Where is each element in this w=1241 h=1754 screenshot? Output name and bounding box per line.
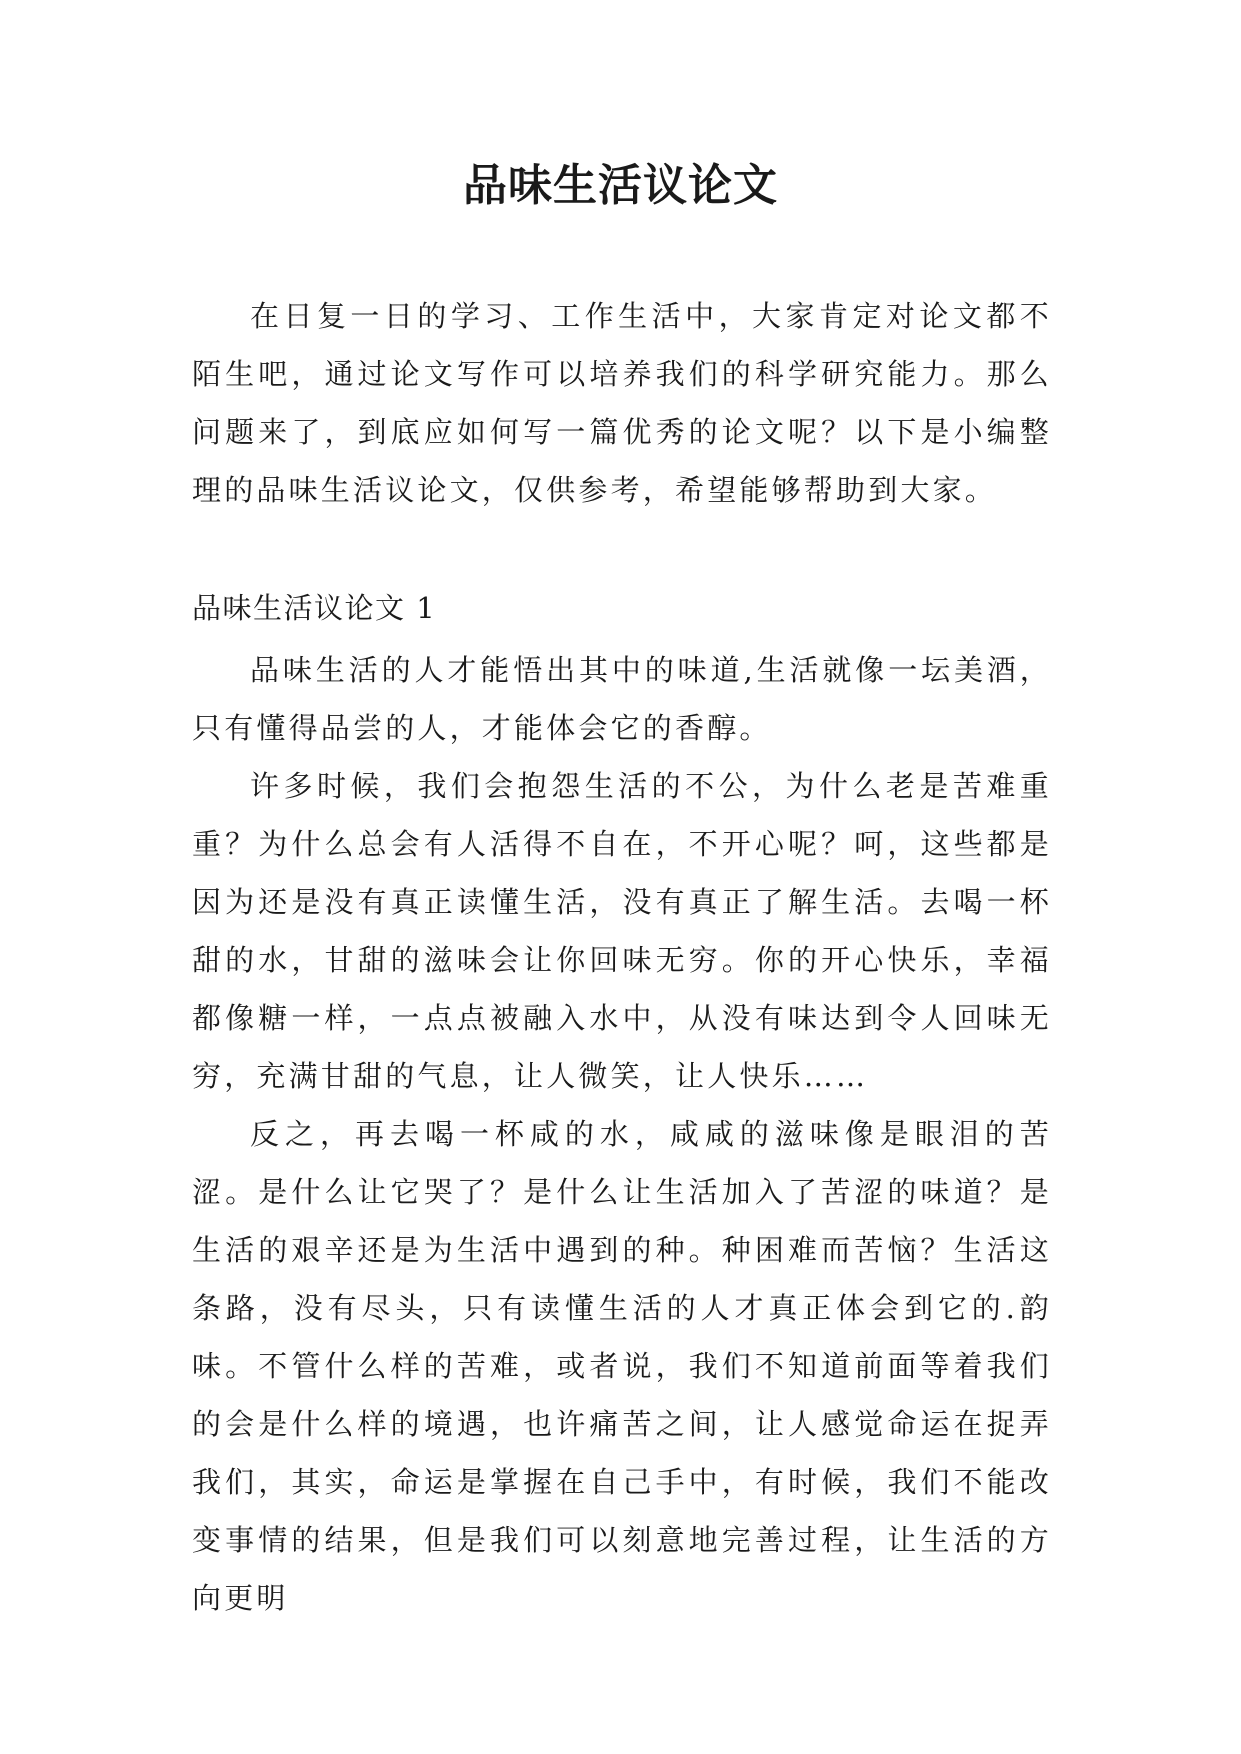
intro-block (192, 287, 1052, 519)
body-paragraph-3: 反之，再去喝一杯咸的水，咸咸的滋味像是眼泪的苦涩。是什么让它哭了？是什么让生活加入了苦涩的味道？是生活的艰辛还是为生活中遇到的种。种困难而苦恼？生活这条路，没有尽头，只有读懂生活的人才真正体会到它的.韵味。不管什么样的苦难，或者说，我们不知道前面等着我们的会是什么样的境遇，也许痛苦之间，让人感觉命运在捉弄我们，其实，命运是掌握在自己手中，有时候，我们不能改变事情的结果，但是我们可以刻意地完善过程，让生活的方向更明 (192, 1117, 1052, 1615)
intro-paragraph: 在日复一日的学习、工作生活中，大家肯定对论文都不陌生吧，通过论文写作可以培养我们的科学研究能力。那么问题来了，到底应如何写一篇优秀的论文呢？以下是小编整理的品味生活议论文，仅供参考，希望能够帮助到大家。 (192, 299, 1052, 507)
section-heading: 品味生活议论文 1 (192, 591, 437, 625)
body-paragraph-2: 许多时候，我们会抱怨生活的不公，为什么老是苦难重重？为什么总会有人活得不自在，不开心呢？呵，这些都是因为还是没有真正读懂生活，没有真正了解生活。去喝一杯甜的水，甘甜的滋味会让你回味无穷。你的开心快乐，幸福都像糖一样，一点点被融入水中，从没有味达到令人回味无穷，充满甘甜的气息，让人微笑，让人快乐…… (192, 769, 1052, 1093)
essay-section (192, 579, 1052, 1627)
body-paragraph-1: 品味生活的人才能悟出其中的味道,生活就像一坛美酒，只有懂得品尝的人，才能体会它的香醇。 (192, 653, 1052, 745)
document-title: 品味生活议论文 (463, 160, 778, 211)
